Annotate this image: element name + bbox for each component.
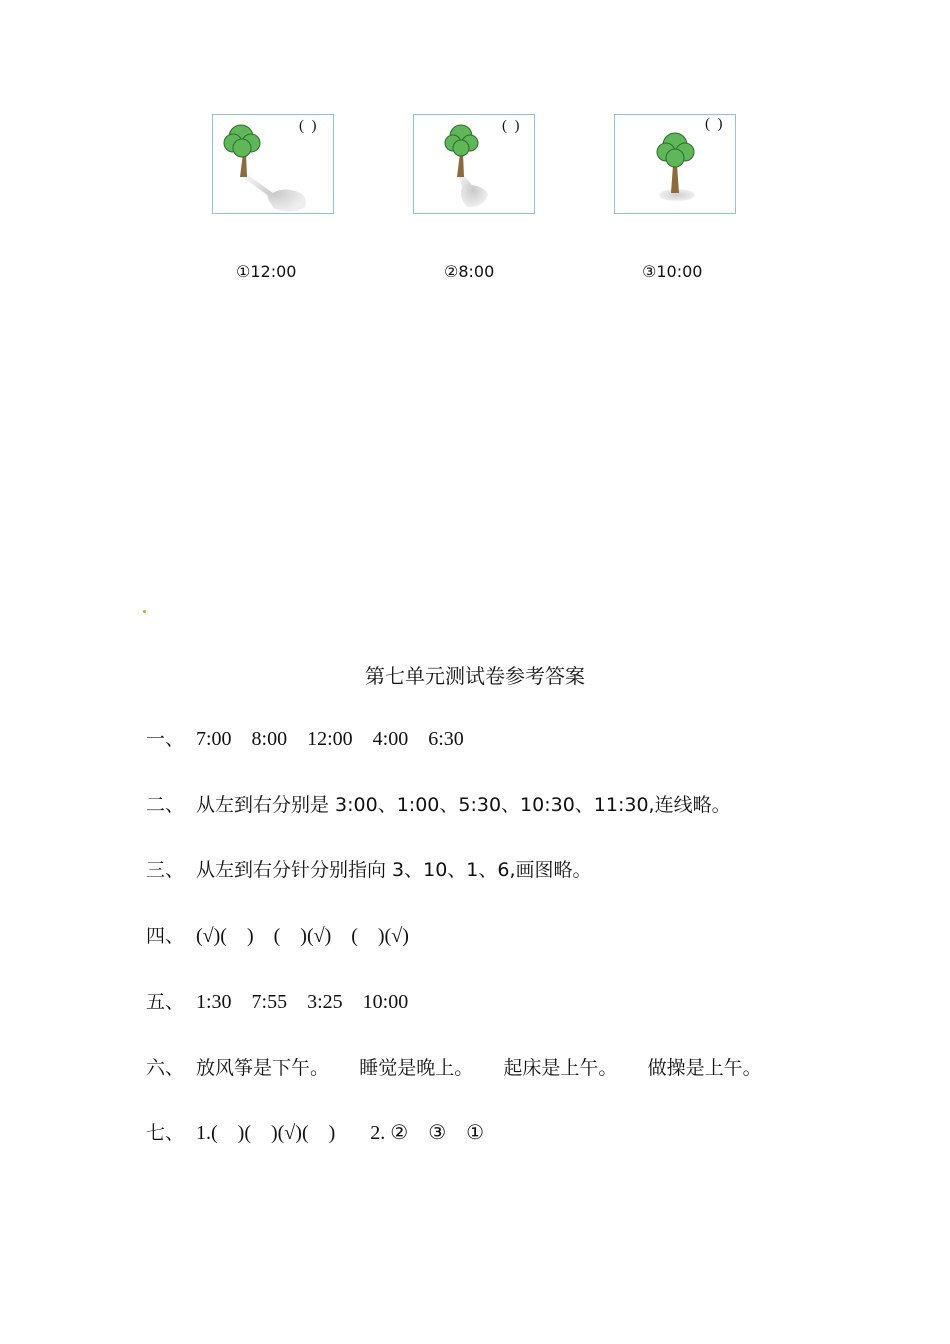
question-number: 二、 xyxy=(146,794,185,816)
answer-line-6 xyxy=(146,1053,762,1080)
stray-mark xyxy=(143,610,146,613)
picture-caption-3: ③10:00 xyxy=(642,262,703,281)
answer-text: (√)( ) ( )(√) ( )(√) xyxy=(196,925,409,947)
answer-text: 从左到右分别是 3:00、1:00、5:30、10:30、11:30,连线略。 xyxy=(196,794,731,816)
answer-line-4 xyxy=(146,921,409,948)
answer-bracket[interactable]: ( ) xyxy=(299,118,317,134)
tree-picture-1 xyxy=(212,114,334,214)
question-number: 一、 xyxy=(146,728,185,750)
tree-picture-3 xyxy=(614,114,736,214)
question-number: 六、 xyxy=(146,1057,185,1079)
answer-text: 7:00 8:00 12:00 4:00 6:30 xyxy=(196,728,464,750)
answer-line-1 xyxy=(146,724,464,751)
answer-text: 放风筝是下午。 睡觉是晚上。 起床是上午。 做操是上午。 xyxy=(196,1057,762,1079)
answer-text: 1.( )( )(√)( ) 2. ② ③ ① xyxy=(196,1122,485,1144)
picture-caption-1: ①12:00 xyxy=(236,262,297,281)
answer-line-7 xyxy=(146,1118,484,1145)
picture-caption-2: ②8:00 xyxy=(444,262,495,281)
tree-shadow-12-icon xyxy=(213,115,335,215)
question-number: 五、 xyxy=(146,991,185,1013)
answer-line-5 xyxy=(146,987,408,1014)
answer-text: 从左到右分针分别指向 3、10、1、6,画图略。 xyxy=(196,859,592,881)
answer-bracket[interactable]: ( ) xyxy=(502,118,520,134)
answer-key-title: 第七单元测试卷参考答案 xyxy=(365,664,585,688)
answer-line-2 xyxy=(146,790,731,817)
tree-picture-2 xyxy=(413,114,535,214)
answer-text: 1:30 7:55 3:25 10:00 xyxy=(196,991,409,1013)
question-number: 七、 xyxy=(146,1122,185,1144)
answer-bracket[interactable]: ( ) xyxy=(705,116,723,132)
question-number: 三、 xyxy=(146,859,185,881)
answer-line-3 xyxy=(146,855,592,882)
question-number: 四、 xyxy=(146,925,185,947)
